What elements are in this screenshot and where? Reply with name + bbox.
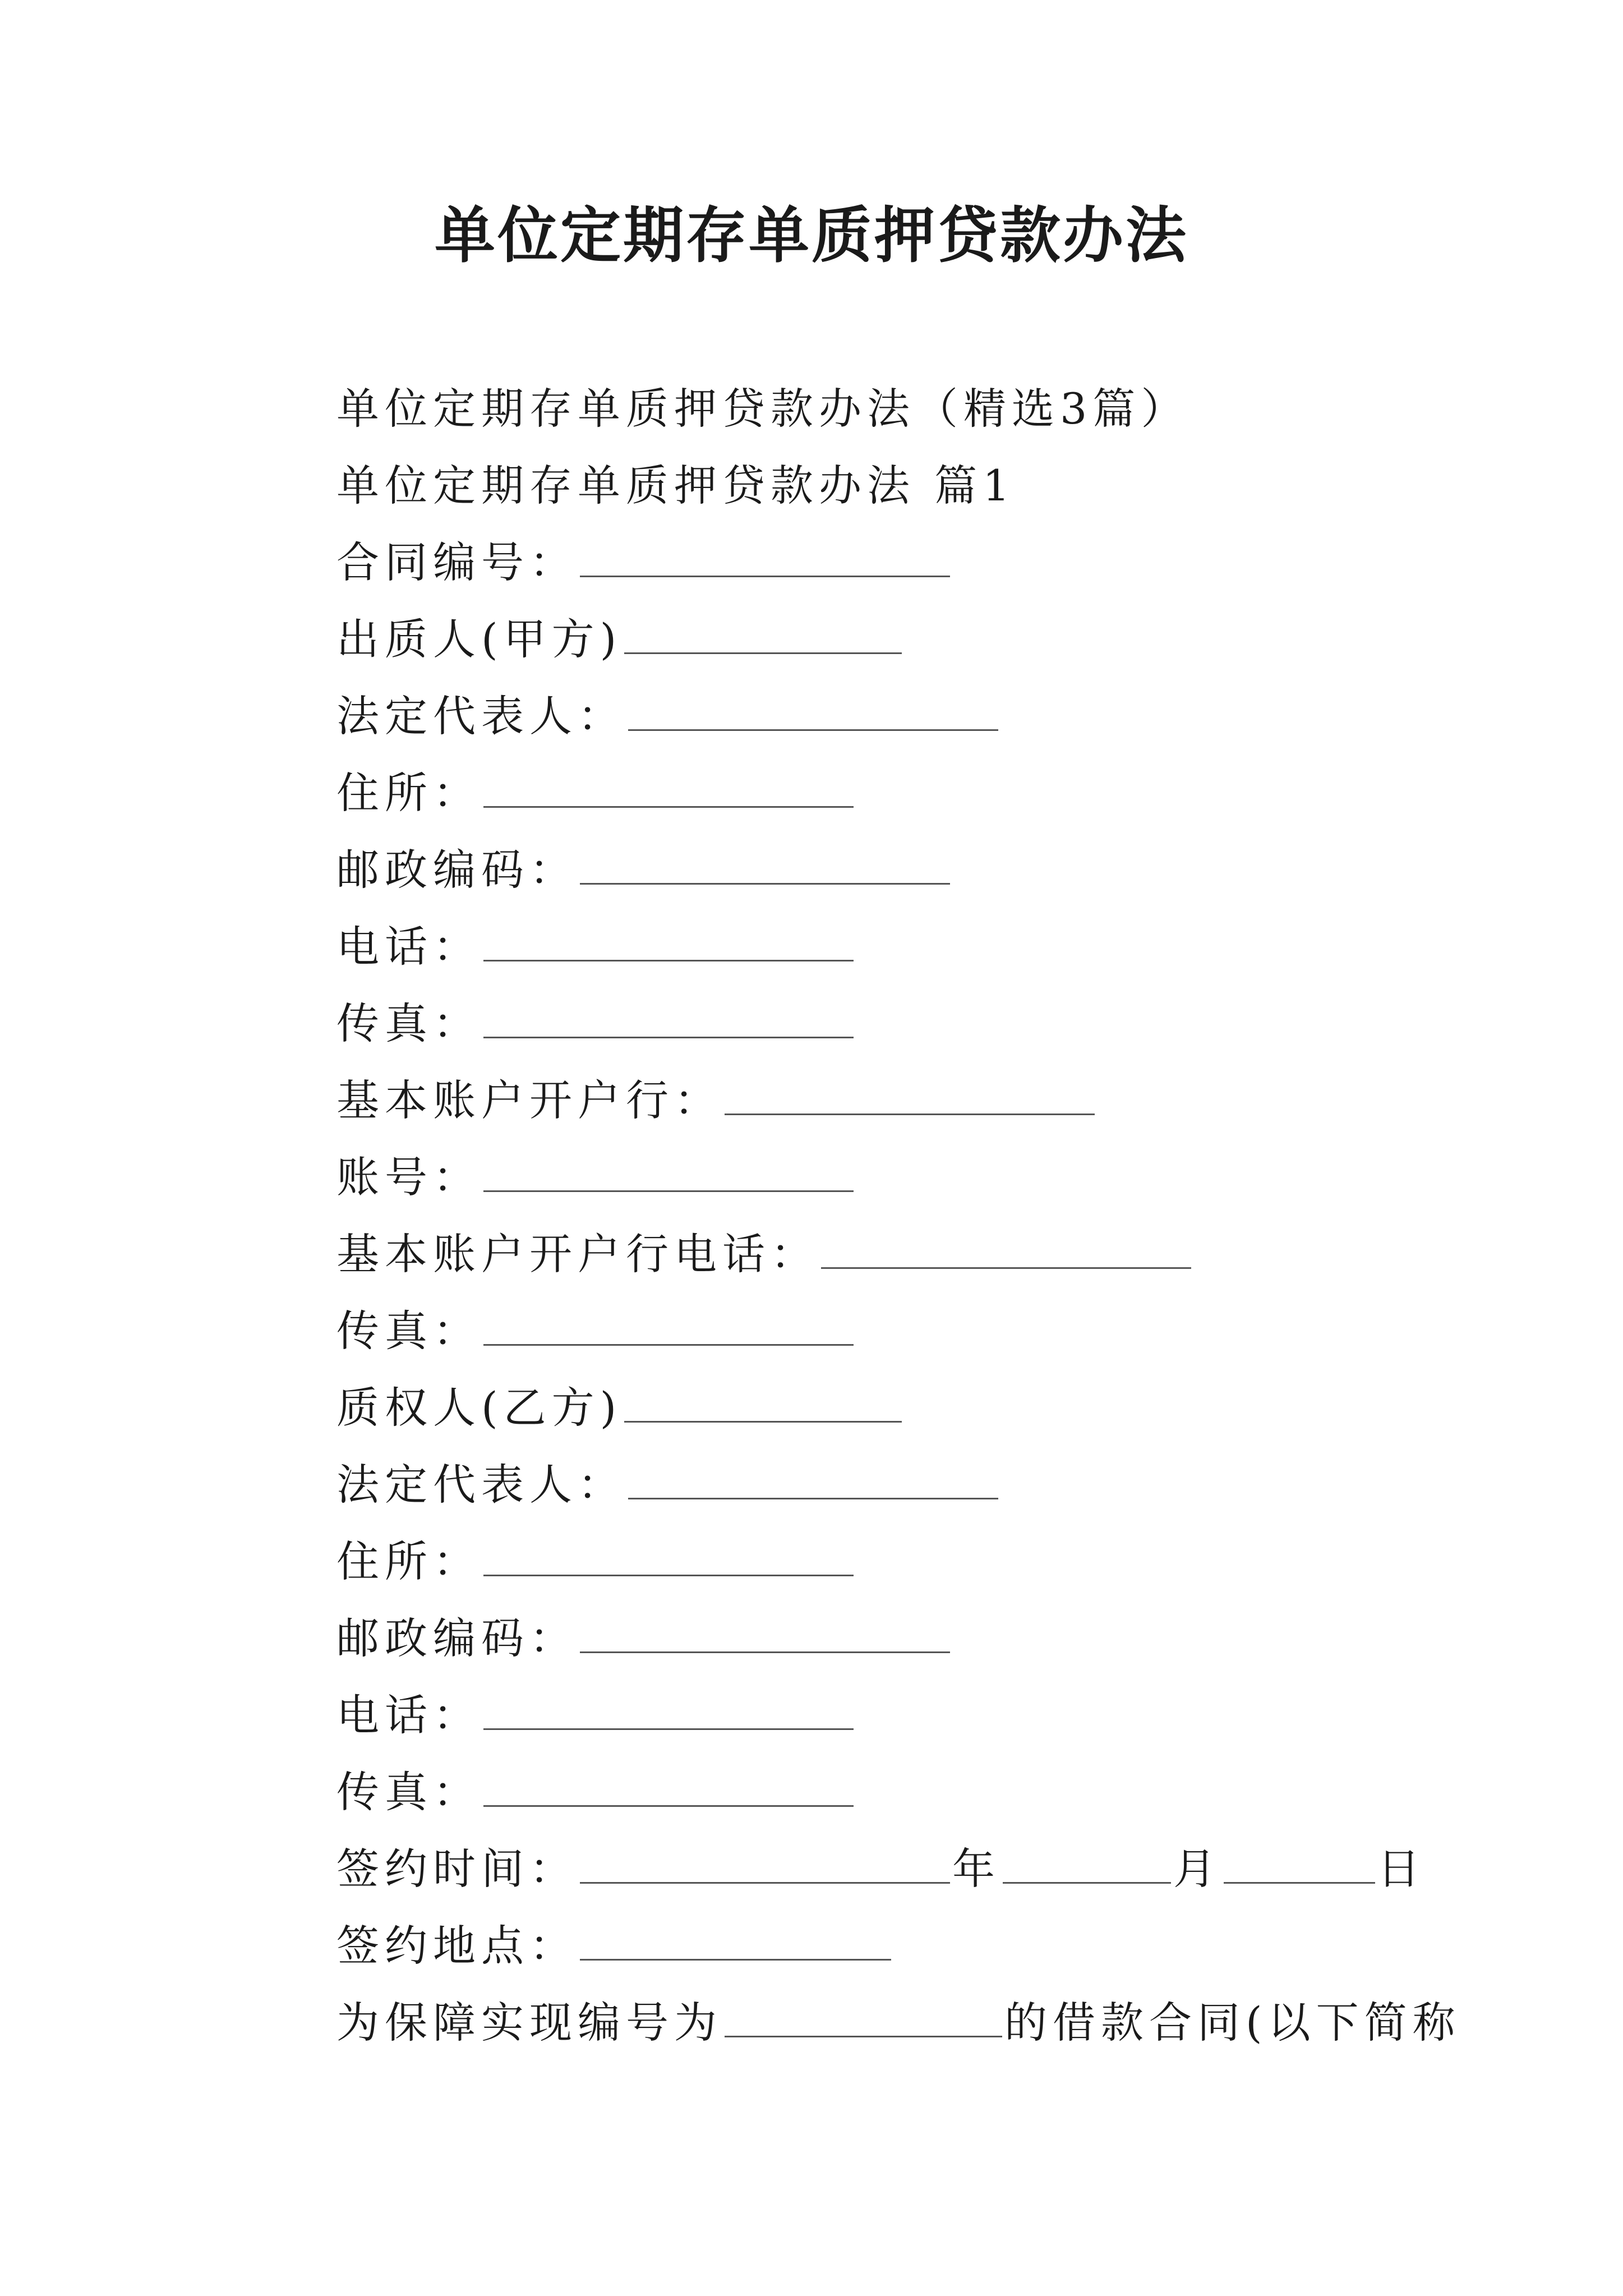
section-heading: 单位定期存单质押贷款办法 篇1 <box>336 461 1016 510</box>
blank-line <box>628 1463 998 1499</box>
sentence-suffix: 的借款合同(以下简称 <box>1004 1998 1461 2047</box>
subtitle: 单位定期存单质押贷款办法（精选3篇） <box>336 384 1189 434</box>
blank-line <box>624 618 902 654</box>
field-label: 传真： <box>336 999 481 1048</box>
document-title: 单位定期存单质押贷款办法 <box>434 200 1188 271</box>
field-label: 住所： <box>336 768 481 818</box>
field-pledgor <box>336 601 1391 678</box>
field-sign-time <box>336 1830 1426 1907</box>
field-pledgee <box>336 1369 1391 1446</box>
month-label: 月 <box>1173 1844 1221 1894</box>
blank-line <box>483 1156 854 1192</box>
field-label: 账号： <box>336 1152 481 1202</box>
field-label: 基本账户开户行电话： <box>336 1229 819 1279</box>
blank-line <box>580 541 950 577</box>
field-postcode-a <box>336 831 1391 908</box>
blank-line <box>483 1540 854 1576</box>
day-label: 日 <box>1377 1844 1426 1894</box>
blank-line <box>483 925 854 961</box>
blank-line <box>483 771 854 808</box>
field-fax-a2 <box>336 1292 1391 1369</box>
document-body <box>336 370 1461 2061</box>
field-label: 电话： <box>336 922 481 972</box>
blank-line <box>1003 1847 1171 1884</box>
guarantee-sentence <box>336 1984 1461 2061</box>
field-label: 基本账户开户行： <box>336 1075 722 1125</box>
field-address-a <box>336 754 1391 831</box>
field-label: 邮政编码： <box>336 1613 578 1663</box>
field-label: 合同编号： <box>336 537 578 587</box>
blank-line <box>580 1924 891 1961</box>
field-label: 签约地点： <box>336 1921 578 1971</box>
field-postcode-b <box>336 1600 1391 1677</box>
field-label: 邮政编码： <box>336 845 578 895</box>
blank-line <box>628 694 998 731</box>
blank-line <box>483 1694 854 1730</box>
field-legal-rep-b <box>336 1446 1391 1523</box>
year-label: 年 <box>952 1844 1000 1894</box>
blank-line <box>580 1617 950 1653</box>
blank-line <box>580 848 950 885</box>
field-label: 签约时间： <box>336 1844 578 1894</box>
field-phone-b <box>336 1677 1391 1754</box>
blank-line <box>580 1847 950 1884</box>
field-label: 出质人(甲方) <box>336 614 623 664</box>
field-label: 法定代表人： <box>336 691 626 741</box>
sentence-prefix: 为保障实现编号为 <box>336 1998 722 2047</box>
field-legal-rep-a <box>336 678 1391 754</box>
blank-line <box>725 2001 1002 2037</box>
field-phone-a <box>336 908 1391 985</box>
field-label: 住所： <box>336 1536 481 1586</box>
field-bank-phone-a <box>336 1216 1391 1292</box>
blank-line <box>725 1079 1095 1115</box>
field-fax-b <box>336 1754 1391 1830</box>
field-fax-a <box>336 985 1391 1062</box>
blank-line <box>821 1232 1191 1269</box>
field-sign-place <box>336 1907 1391 1984</box>
field-label: 质权人(乙方) <box>336 1383 623 1433</box>
blank-line <box>483 1770 854 1807</box>
field-address-b <box>336 1523 1391 1600</box>
field-contract-no <box>336 524 1391 601</box>
field-label: 法定代表人： <box>336 1460 626 1510</box>
blank-line <box>624 1386 902 1423</box>
field-label: 传真： <box>336 1767 481 1817</box>
blank-line <box>483 1309 854 1346</box>
blank-line <box>1224 1847 1375 1884</box>
field-label: 传真： <box>336 1306 481 1356</box>
blank-line <box>483 1002 854 1038</box>
field-label: 电话： <box>336 1690 481 1740</box>
field-bank-a <box>336 1062 1391 1139</box>
field-account-a <box>336 1139 1391 1216</box>
